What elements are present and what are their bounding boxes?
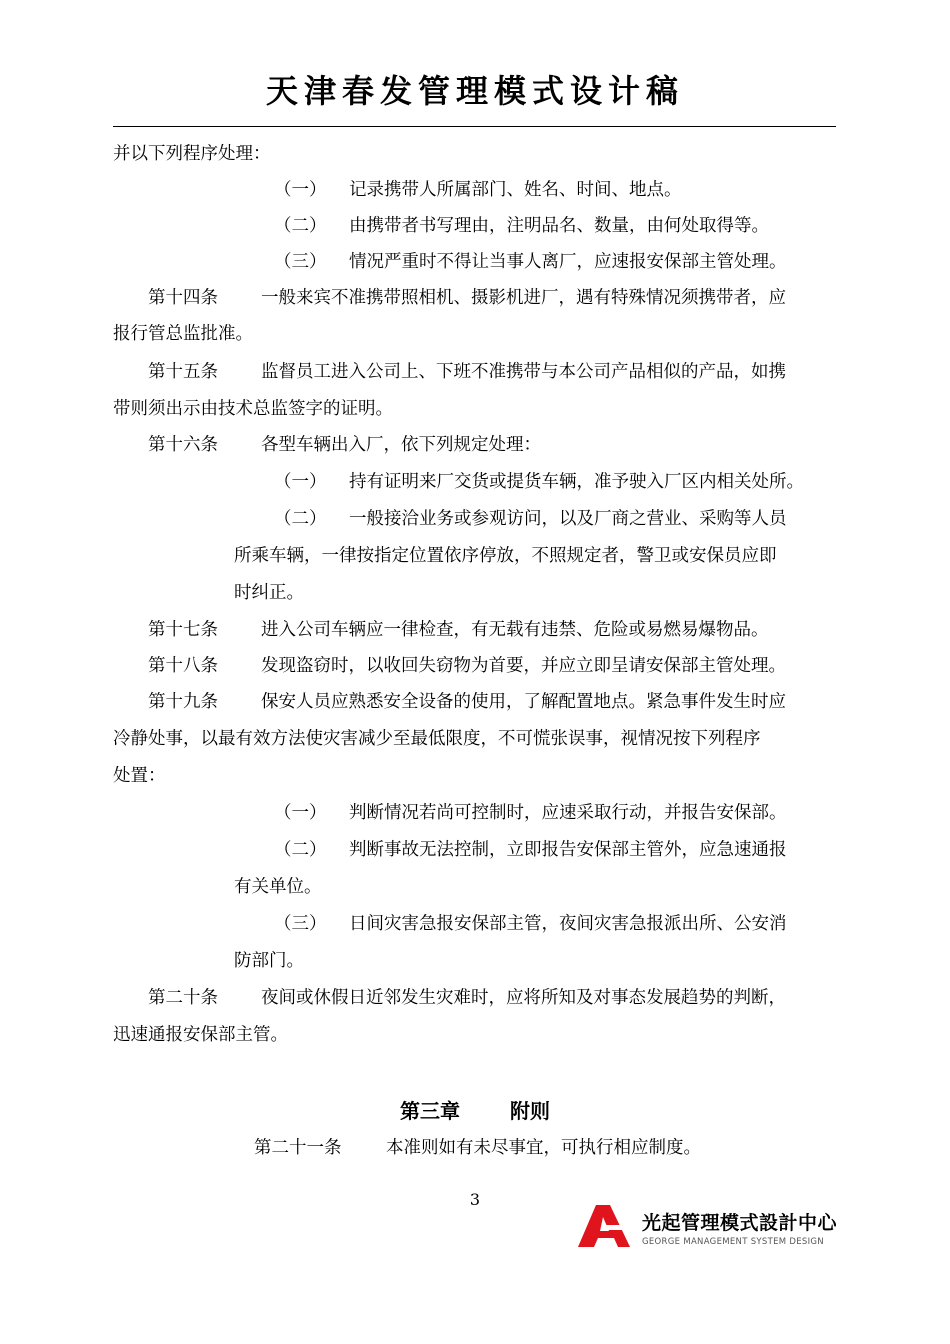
header-title: 天津春发管理模式设计稿 xyxy=(265,72,684,110)
article-17: 第十七条 进入公司车辆应一律检查，有无载有违禁、危险或易燃易爆物品。 xyxy=(148,620,769,640)
line-continuation: 报行管总监批准。 xyxy=(113,324,253,344)
line-continuation: 迅速通报安保部主管。 xyxy=(113,1025,288,1045)
article-16: 第十六条 各型车辆出入厂，依下列规定处理： xyxy=(148,435,541,455)
line-item: （一） 持有证明来厂交货或提货车辆，准予驶入厂区内相关处所。 xyxy=(274,472,804,492)
line-continuation: 防部门。 xyxy=(234,951,304,971)
article-21: 第二十一条 本准则如有未尽事宜，可执行相应制度。 xyxy=(254,1138,701,1158)
line-item: （二） 一般接洽业务或参观访问，以及厂商之营业、采购等人员 xyxy=(274,509,787,529)
line-item: （二） 由携带者书写理由，注明品名、数量，由何处取得等。 xyxy=(274,216,769,236)
line-item: （一） 判断情况若尚可控制时，应速采取行动，并报告安保部。 xyxy=(274,803,787,823)
line-item: （二） 判断事故无法控制，立即报告安保部主管外，应急速通报 xyxy=(274,840,787,860)
line-continuation: 带则须出示由技术总监签字的证明。 xyxy=(113,399,393,419)
article-14: 第十四条 一般来宾不准携带照相机、摄影机进厂，遇有特殊情况须携带者，应 xyxy=(148,288,786,308)
line-continuation: 处置： xyxy=(113,766,166,786)
article-15: 第十五条 监督员工进入公司上、下班不准携带与本公司产品相似的产品，如携 xyxy=(148,362,786,382)
line-continuation: 有关单位。 xyxy=(234,877,322,897)
logo-a-mark-icon xyxy=(576,1205,636,1247)
line-item: （三） 情况严重时不得让当事人离厂，应速报安保部主管处理。 xyxy=(274,252,787,272)
article-20: 第二十条 夜间或休假日近邻发生灾难时，应将所知及对事态发展趋势的判断， xyxy=(148,988,786,1008)
logo-subtitle: GEORGE MANAGEMENT SYSTEM DESIGN xyxy=(642,1237,824,1247)
company-logo xyxy=(576,1205,838,1253)
line-item: （一） 记录携带人所属部门、姓名、时间、地点。 xyxy=(274,180,682,200)
line-continuation: 所乘车辆，一律按指定位置依序停放，不照规定者，警卫或安保员应即 xyxy=(234,546,777,566)
line-continuation: 并以下列程序处理： xyxy=(113,144,271,164)
article-18: 第十八条 发现盗窃时，以收回失窃物为首要，并应立即呈请安保部主管处理。 xyxy=(148,656,786,676)
header-divider xyxy=(113,126,836,127)
chapter-label: 第三章 xyxy=(400,1099,460,1123)
logo-name: 光起管理模式設計中心 xyxy=(642,1212,838,1234)
line-continuation: 时纠正。 xyxy=(234,583,304,603)
chapter-title: 附则 xyxy=(510,1099,550,1123)
article-19: 第十九条 保安人员应熟悉安全设备的使用，了解配置地点。紧急事件发生时应 xyxy=(148,692,786,712)
chapter-heading xyxy=(0,1095,950,1124)
page-number: 3 xyxy=(469,1190,481,1209)
line-item: （三） 日间灾害急报安保部主管，夜间灾害急报派出所、公安消 xyxy=(274,914,787,934)
line-continuation: 冷静处事，以最有效方法使灾害减少至最低限度，不可慌张误事，视情况按下列程序 xyxy=(113,729,761,749)
